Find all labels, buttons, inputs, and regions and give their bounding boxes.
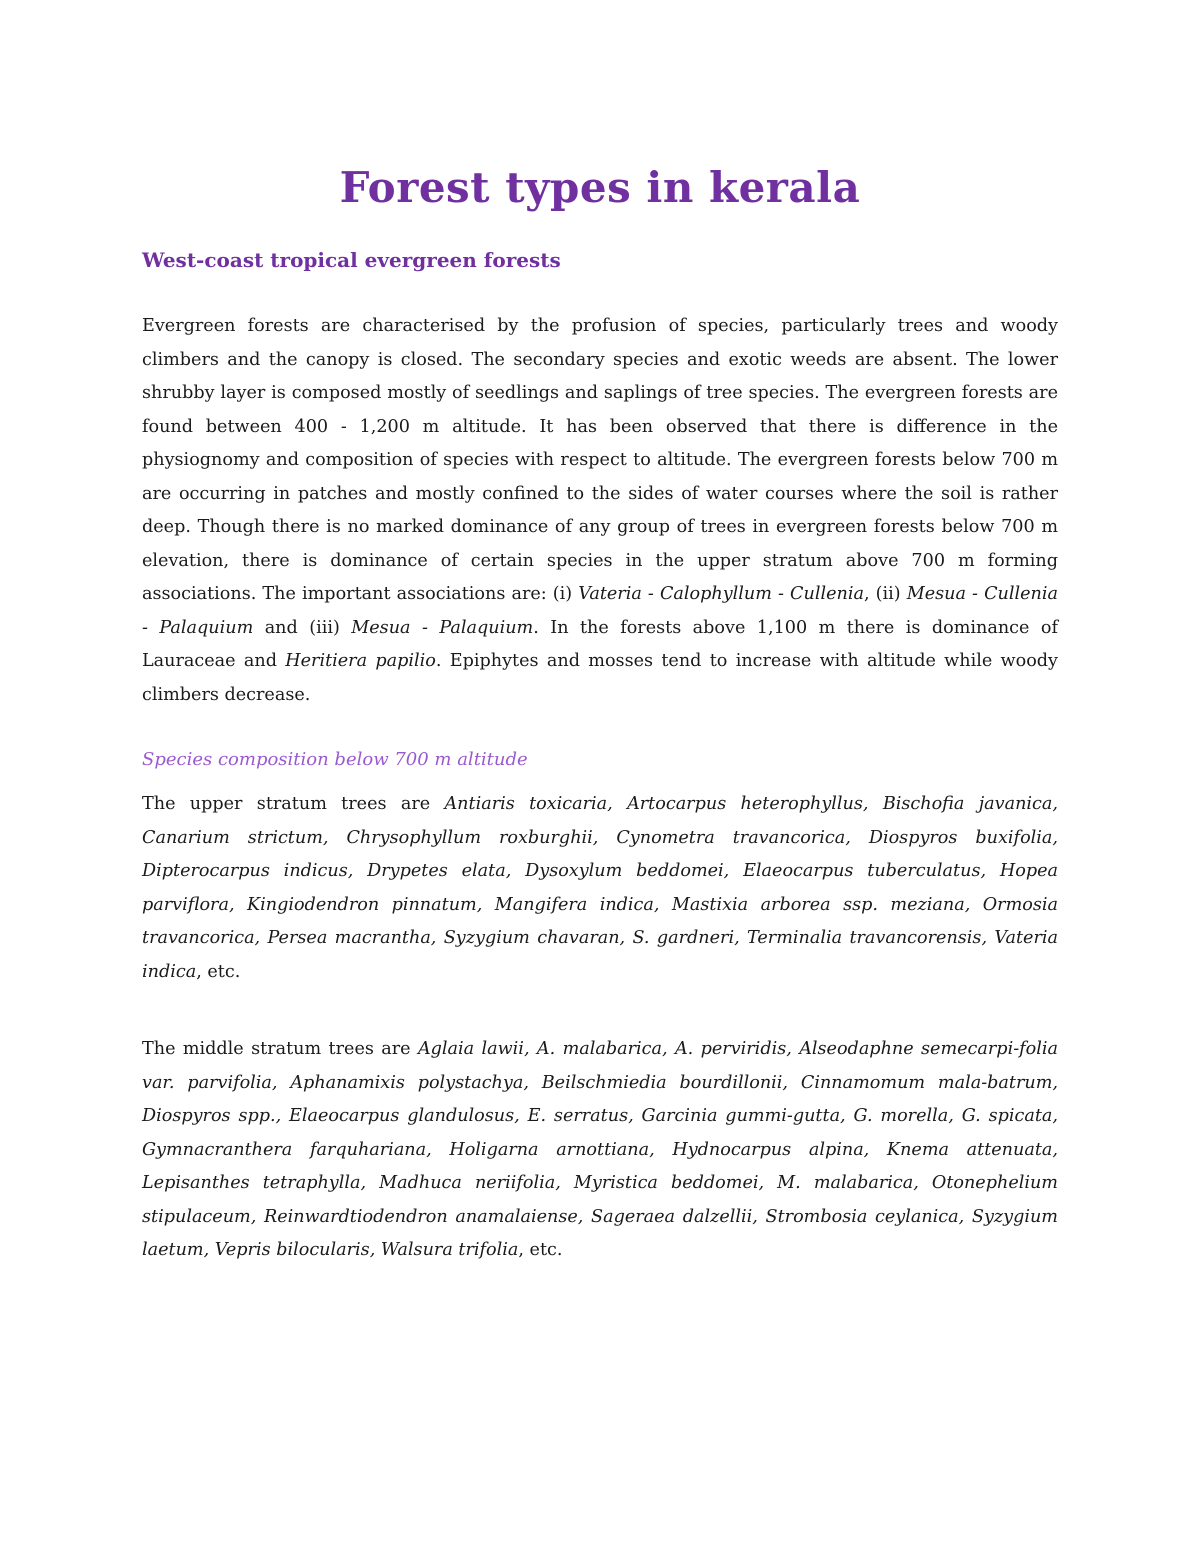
- species-name: Mesua - Cullenia - Palaquium: [142, 584, 1058, 638]
- page-title: Forest types in kerala: [339, 163, 861, 212]
- upper-stratum-paragraph: [142, 788, 1058, 989]
- middle-stratum-paragraph: [142, 1033, 1058, 1268]
- subsection-heading: Species composition below 700 m altitude: [142, 749, 528, 770]
- text-run: . Epiphytes and mosses tend to increase with altitude while woody climbers decrease.: [142, 651, 1058, 705]
- text-run: The middle stratum trees are: [142, 1039, 418, 1059]
- text-run: , etc.: [518, 1240, 563, 1260]
- species-list: Aglaia lawii, A. malabarica, A. perviridis, Alseodaphne semecarpi-folia var. parvifolia, Aphanamixis polystachya, Beilschmiedia bourdillonii, Cinnamomum mala-batrum, Diospyros spp., Elaeocarpus glandulosus, E. serratus, Garcinia gummi-gutta, G. morella, G. spicata, Gymnacranthera farquhariana, Holigarna arnottiana, Hydnocarpus alpina, Knema attenuata, Lepisanthes tetraphylla, Madhuca neriifolia, Myristica beddomei, M. malabarica, Otonephelium stipulaceum, Reinwardtiodendron anamalaiense, Sageraea dalzellii, Strombosia ceylanica, Syzygium laetum, Vepris bilocularis, Walsura trifolia: [142, 1039, 1058, 1260]
- text-run: The upper stratum trees are: [142, 794, 445, 814]
- text-run: and (iii): [253, 617, 352, 638]
- section-heading: West-coast tropical evergreen forests: [142, 248, 561, 272]
- text-run: , etc.: [196, 961, 241, 982]
- intro-paragraph: [142, 310, 1058, 712]
- document-page: [142, 160, 1058, 1268]
- text-run: , (ii): [863, 584, 907, 604]
- text-run: . In the forests above 1,100 m there is dominance of Lauraceae and: [142, 617, 1058, 671]
- species-name: Heritiera papilio: [285, 651, 436, 671]
- species-name: Vateria - Calophyllum - Cullenia: [578, 584, 864, 604]
- species-name: Mesua - Palaquium: [351, 617, 534, 638]
- species-list: Antiaris toxicaria, Artocarpus heterophyllus, Bischofia javanica, Canarium strictum, Chrysophyllum roxburghii, Cynometra travancorica, Diospyros buxifolia, Dipterocarpus indicus, Drypetes elata, Dysoxylum beddomei, Elaeocarpus tuberculatus, Hopea parviflora, Kingiodendron pinnatum, Mangifera indica, Mastixia arborea ssp. meziana, Ormosia travancorica, Persea macrantha, Syzygium chavaran, S. gardneri, Terminalia travancorensis, Vateria indica: [142, 794, 1058, 982]
- text-run: Evergreen forests are characterised by the profusion of species, particularly trees and woody climbers and the canopy is closed. The secondary species and exotic weeds are absent. The lower shrubby layer is composed mostly of seedlings and saplings of tree species. The evergreen forests are found between 400 - 1,200 m altitude. It has been observed that there is difference in the physiognomy and composition of species with respect to altitude. The evergreen forests below 700 m are occurring in patches and mostly confined to the sides of water courses where the soil is rather deep. Though there is no marked dominance of any group of trees in evergreen forests below 700 m elevation, there is dominance of certain species in the upper stratum above 700 m forming associations. The important associations are: (i): [142, 316, 1058, 604]
